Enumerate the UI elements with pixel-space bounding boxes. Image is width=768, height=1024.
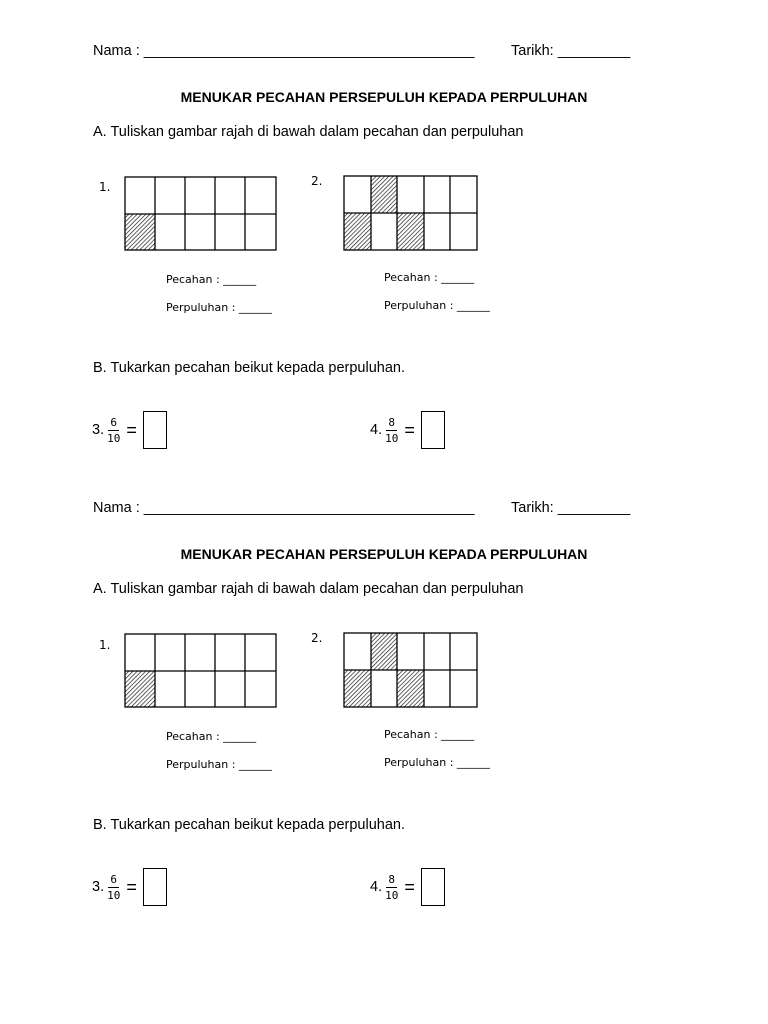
numerator: 6 <box>110 415 118 429</box>
q2-perpuluhan-blank[interactable]: Perpuluhan : ______ <box>384 756 490 769</box>
equals-sign: = <box>126 419 137 440</box>
worksheet-title: MENUKAR PECAHAN PERSEPULUH KEPADA PERPULUHAN <box>180 546 588 562</box>
q1-pecahan-blank[interactable]: Pecahan : ______ <box>166 273 257 286</box>
denominator: 10 <box>107 888 121 902</box>
q2-pecahan-blank[interactable]: Pecahan : ______ <box>384 728 475 741</box>
fraction-grid-2 <box>343 175 479 253</box>
question-3 <box>92 868 167 906</box>
equals-sign: = <box>404 419 415 440</box>
shaded-cell <box>344 213 371 250</box>
answer-box[interactable] <box>421 411 445 449</box>
section-a-instruction: A. Tuliskan gambar rajah di bawah dalam pecahan dan perpuluhan <box>93 581 524 597</box>
section-b-instruction: B. Tukarkan pecahan beikut kepada perpuluhan. <box>93 360 405 376</box>
answer-box[interactable] <box>421 868 445 906</box>
question-2-number: 2. <box>311 174 323 188</box>
worksheet-1 <box>0 0 768 460</box>
question-4-number: 4. <box>370 422 383 438</box>
q2-perpuluhan-blank[interactable]: Perpuluhan : ______ <box>384 299 490 312</box>
denominator: 10 <box>385 888 399 902</box>
fraction-6-10 <box>107 417 120 444</box>
question-2-number: 2. <box>311 631 323 645</box>
nama-field: Nama : _________________________________________ <box>93 500 475 516</box>
section-a-instruction: A. Tuliskan gambar rajah di bawah dalam pecahan dan perpuluhan <box>93 124 524 140</box>
fraction-6-10 <box>107 874 120 901</box>
worksheet-title: MENUKAR PECAHAN PERSEPULUH KEPADA PERPULUHAN <box>180 89 588 105</box>
shaded-cell <box>125 671 155 707</box>
worksheet-2 <box>0 457 768 917</box>
q2-pecahan-blank[interactable]: Pecahan : ______ <box>384 271 475 284</box>
tarikh-field: Tarikh: _________ <box>511 500 631 516</box>
q1-perpuluhan-blank[interactable]: Perpuluhan : ______ <box>166 301 272 314</box>
section-b-instruction: B. Tukarkan pecahan beikut kepada perpuluhan. <box>93 817 405 833</box>
shaded-cell <box>371 633 397 670</box>
denominator: 10 <box>107 431 121 445</box>
equals-sign: = <box>404 876 415 897</box>
shaded-cell <box>344 670 371 707</box>
numerator: 8 <box>388 415 396 429</box>
question-4 <box>370 411 445 449</box>
shaded-cell <box>371 176 397 213</box>
question-4 <box>370 868 445 906</box>
question-3-number: 3. <box>92 879 105 895</box>
fraction-grid-1 <box>124 633 278 709</box>
numerator: 8 <box>388 872 396 886</box>
nama-field: Nama : _________________________________________ <box>93 43 475 59</box>
q1-perpuluhan-blank[interactable]: Perpuluhan : ______ <box>166 758 272 771</box>
shaded-cell <box>397 670 424 707</box>
answer-box[interactable] <box>143 868 167 906</box>
fraction-grid-2 <box>343 632 479 710</box>
tarikh-field: Tarikh: _________ <box>511 43 631 59</box>
equals-sign: = <box>126 876 137 897</box>
fraction-grid-1 <box>124 176 278 252</box>
question-3-number: 3. <box>92 422 105 438</box>
question-1-number: 1. <box>99 180 111 194</box>
fraction-8-10 <box>385 874 398 901</box>
answer-box[interactable] <box>143 411 167 449</box>
question-3 <box>92 411 167 449</box>
question-4-number: 4. <box>370 879 383 895</box>
question-1-number: 1. <box>99 638 111 652</box>
shaded-cell <box>397 213 424 250</box>
q1-pecahan-blank[interactable]: Pecahan : ______ <box>166 730 257 743</box>
fraction-8-10 <box>385 417 398 444</box>
denominator: 10 <box>385 431 399 445</box>
shaded-cell <box>125 214 155 250</box>
numerator: 6 <box>110 872 118 886</box>
